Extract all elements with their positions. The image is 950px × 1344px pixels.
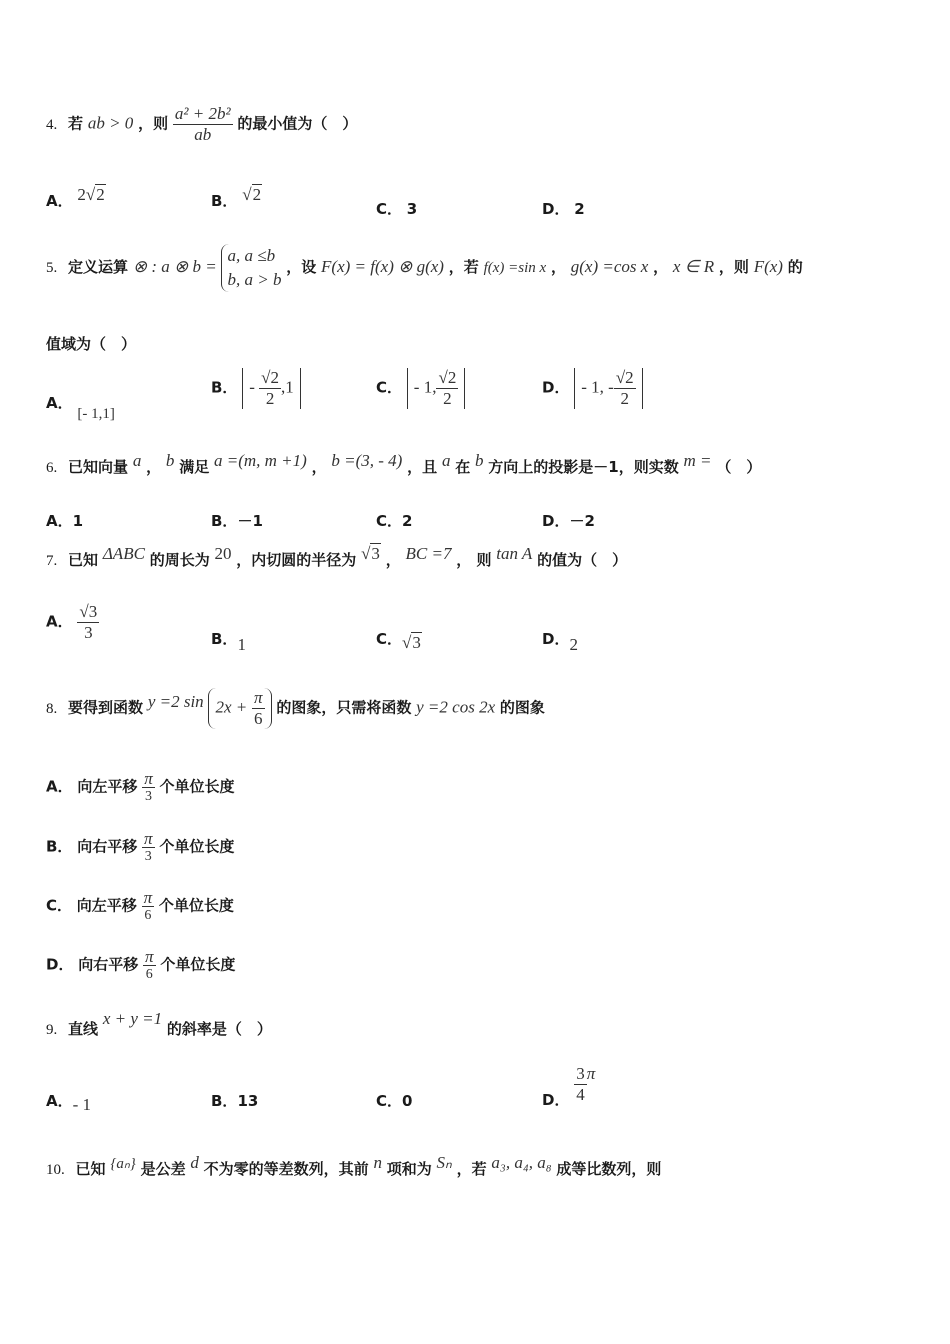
question-text: ，内切圆的半径为 bbox=[236, 551, 357, 569]
math-fraction: $\frac{√2}{2}$ bbox=[615, 368, 634, 408]
option-label: D． bbox=[46, 955, 74, 974]
math-fraction: $\frac{√2}{2}$ bbox=[438, 368, 457, 408]
question-text: 成等比数列，则 bbox=[556, 1160, 662, 1178]
question-8 bbox=[46, 688, 545, 729]
option-value: 3 bbox=[406, 200, 418, 218]
option-value: 1 bbox=[237, 635, 246, 654]
option-a[interactable] bbox=[46, 1090, 92, 1114]
option-label: A． bbox=[46, 512, 73, 530]
question-text: 值域为（ ） bbox=[46, 335, 137, 353]
question-text: 方向上的投影是－1，则实数 bbox=[488, 458, 679, 476]
option-d[interactable] bbox=[542, 198, 585, 219]
math-vector: b bbox=[165, 451, 175, 470]
question-number: 6. bbox=[46, 460, 58, 476]
interval-end: ,1 bbox=[280, 377, 294, 397]
math-expression: 2x + bbox=[215, 697, 248, 717]
interval-start: - 1, bbox=[413, 377, 437, 397]
option-label: C． bbox=[376, 200, 403, 218]
option-label: C． bbox=[376, 512, 403, 530]
option-d[interactable] bbox=[46, 948, 235, 983]
math-function: y =2 sin bbox=[147, 691, 204, 711]
math-piecewise bbox=[221, 244, 281, 292]
question-text: ，则 bbox=[138, 114, 169, 133]
fraction-denominator: 3 bbox=[84, 623, 93, 642]
option-value: －2 bbox=[569, 512, 595, 530]
math-condition: ab > 0 bbox=[87, 113, 134, 133]
math-vector-value: b =(3, - 4) bbox=[331, 451, 403, 470]
option-b[interactable] bbox=[211, 510, 263, 531]
option-label: C． bbox=[376, 378, 403, 397]
option-label: D． bbox=[542, 1090, 570, 1109]
option-label: B． bbox=[46, 837, 73, 856]
question-text: 定义运算 bbox=[68, 258, 129, 276]
radicand: 2 bbox=[270, 368, 279, 387]
option-value: [- 1,1] bbox=[77, 406, 115, 422]
question-10 bbox=[46, 1153, 662, 1179]
option-a[interactable] bbox=[46, 602, 99, 643]
fraction-numerator: π bbox=[144, 769, 153, 788]
math-fraction bbox=[143, 948, 156, 983]
math-function: f(x) =sin x bbox=[483, 260, 547, 276]
math-sqrt: √3 bbox=[361, 544, 380, 563]
fraction-numerator: π bbox=[144, 829, 153, 848]
option-text: 向右平移 bbox=[77, 837, 138, 856]
math-operator: ⊗ : a ⊗ b = bbox=[132, 257, 217, 276]
fraction-denominator: 2 bbox=[265, 389, 275, 408]
math-function: tan A bbox=[496, 544, 533, 563]
option-c[interactable] bbox=[376, 368, 465, 409]
option-label: A． bbox=[46, 394, 73, 412]
option-label: A． bbox=[46, 777, 73, 796]
option-value: - 1 bbox=[72, 1095, 92, 1114]
question-text: ，若 bbox=[448, 258, 479, 276]
math-parenthesis bbox=[208, 688, 271, 729]
option-a[interactable] bbox=[46, 392, 115, 422]
option-b[interactable] bbox=[211, 628, 246, 654]
math-terms: a₃, a₄, a₈ bbox=[491, 1153, 552, 1172]
option-d[interactable] bbox=[542, 510, 595, 531]
option-label: D． bbox=[542, 378, 570, 397]
math-fraction bbox=[142, 830, 155, 865]
radicand: 2 bbox=[447, 368, 457, 387]
option-text: 向右平移 bbox=[78, 955, 139, 974]
fraction-denominator: ab bbox=[194, 125, 212, 144]
question-number: 7. bbox=[46, 553, 58, 569]
option-value: －1 bbox=[237, 512, 263, 530]
math-fraction bbox=[252, 688, 265, 729]
option-text: 向左平移 bbox=[76, 896, 137, 915]
fraction-denominator: 6 bbox=[144, 908, 152, 923]
question-9 bbox=[46, 1009, 272, 1039]
question-text: 的最小值为（ ） bbox=[237, 114, 358, 133]
radicand: 3 bbox=[412, 633, 421, 652]
option-c[interactable] bbox=[376, 198, 417, 219]
math-triangle: ΔABC bbox=[102, 544, 145, 563]
option-label: D． bbox=[542, 512, 570, 530]
question-text: ，且 bbox=[407, 458, 438, 476]
option-value: 2 bbox=[402, 512, 413, 530]
math-fraction bbox=[173, 104, 233, 145]
option-b[interactable] bbox=[211, 368, 301, 409]
question-text: 的 bbox=[787, 258, 803, 276]
question-text: ，设 bbox=[286, 258, 317, 276]
math-function: g(x) =cos x bbox=[570, 257, 649, 276]
math-fraction: $\frac{√2}{2}$ bbox=[261, 368, 279, 408]
math-variable: Sₙ bbox=[436, 1153, 452, 1172]
option-label: C． bbox=[376, 1092, 403, 1110]
math-fraction bbox=[142, 770, 155, 805]
question-number: 5. bbox=[46, 260, 58, 276]
radicand: 2 bbox=[625, 368, 634, 387]
option-d[interactable] bbox=[542, 628, 578, 654]
option-b[interactable] bbox=[46, 830, 234, 865]
option-c[interactable] bbox=[46, 889, 234, 924]
question-text: 是公差 bbox=[140, 1160, 186, 1178]
question-number: 10. bbox=[46, 1162, 65, 1178]
separator: ， bbox=[385, 551, 401, 569]
option-label: A． bbox=[46, 1092, 73, 1110]
option-label: D． bbox=[542, 200, 570, 218]
fraction-denominator: 6 bbox=[254, 709, 263, 728]
question-text: 直线 bbox=[68, 1020, 99, 1038]
question-text: ，若 bbox=[456, 1160, 487, 1178]
option-label: C． bbox=[376, 630, 403, 648]
math-interval bbox=[407, 368, 466, 409]
separator: ， bbox=[146, 458, 162, 476]
fraction-numerator: π bbox=[145, 947, 154, 966]
option-text: 个单位长度 bbox=[159, 837, 235, 856]
question-text: 的斜率是（ ） bbox=[166, 1020, 272, 1038]
option-text: 向左平移 bbox=[77, 777, 138, 796]
question-number: 9. bbox=[46, 1022, 58, 1038]
separator: ， bbox=[311, 458, 327, 476]
fraction-numerator: 3 bbox=[576, 1064, 585, 1083]
math-interval bbox=[242, 368, 301, 409]
piecewise-case: b, a > b bbox=[227, 270, 282, 289]
math-vector-value: a =(m, m +1) bbox=[213, 451, 307, 470]
math-vector: a bbox=[132, 451, 142, 470]
minus-sign: - bbox=[249, 377, 255, 397]
math-interval bbox=[574, 368, 642, 409]
option-label: B． bbox=[211, 630, 238, 648]
math-fraction: $\frac{√3}{3}$ bbox=[79, 602, 98, 642]
question-text: 已知向量 bbox=[68, 458, 129, 476]
separator: ， bbox=[550, 258, 566, 276]
math-variable: n bbox=[373, 1153, 382, 1172]
option-label: B． bbox=[211, 378, 238, 397]
question-text: ，则 bbox=[718, 258, 749, 276]
option-value: 2 bbox=[569, 635, 578, 654]
fraction-denominator: 2 bbox=[443, 389, 452, 408]
question-text: 项和为 bbox=[386, 1160, 432, 1178]
math-sqrt: √2 bbox=[242, 185, 262, 204]
option-label: C． bbox=[46, 896, 73, 915]
math-vector: b bbox=[475, 451, 484, 470]
fraction-denominator: 3 bbox=[144, 849, 152, 864]
radicand: 3 bbox=[371, 544, 380, 563]
question-text: 的图象，只需将函数 bbox=[276, 698, 412, 717]
math-domain: x ∈ R bbox=[672, 257, 715, 276]
question-text: （ ） bbox=[716, 458, 762, 476]
question-text: 要得到函数 bbox=[68, 698, 144, 717]
question-text: 已知 bbox=[75, 1160, 106, 1178]
option-label: D． bbox=[542, 630, 570, 648]
question-number: 8. bbox=[46, 700, 58, 717]
question-7 bbox=[46, 544, 628, 570]
option-label: A． bbox=[46, 612, 73, 631]
question-5 bbox=[46, 244, 803, 292]
math-variable: d bbox=[190, 1153, 199, 1172]
option-a[interactable] bbox=[46, 510, 83, 531]
question-text: 的值为（ ） bbox=[537, 551, 628, 569]
fraction-numerator: π bbox=[254, 688, 263, 707]
math-pi: π bbox=[586, 1063, 596, 1083]
math-sqrt: √3 bbox=[402, 633, 421, 652]
math-function: y =2 cos 2x bbox=[416, 697, 496, 717]
question-text: 的周长为 bbox=[149, 551, 210, 569]
option-value: 2 bbox=[574, 200, 585, 218]
math-number: 20 bbox=[214, 544, 232, 563]
option-label: B． bbox=[211, 192, 238, 210]
option-label: B． bbox=[211, 512, 238, 530]
math-variable: m = bbox=[683, 451, 712, 470]
fraction-numerator: π bbox=[143, 888, 153, 907]
option-b[interactable] bbox=[211, 1090, 258, 1111]
question-text: 满足 bbox=[179, 458, 210, 476]
option-c[interactable] bbox=[376, 1090, 412, 1111]
question-text: 在 bbox=[455, 458, 471, 476]
math-sqrt: 2√2 bbox=[77, 185, 105, 204]
coefficient: 2 bbox=[77, 185, 86, 204]
math-fraction bbox=[142, 889, 155, 924]
option-a[interactable] bbox=[46, 770, 235, 805]
piecewise-case: a, a ≤b bbox=[227, 246, 276, 265]
math-equation: x + y =1 bbox=[102, 1009, 163, 1028]
fraction-denominator: 2 bbox=[620, 389, 629, 408]
question-6 bbox=[46, 451, 762, 477]
option-value: 13 bbox=[237, 1092, 259, 1110]
radicand: 3 bbox=[88, 602, 98, 621]
fraction-denominator: 4 bbox=[576, 1085, 585, 1104]
fraction-numerator: a² + 2b² bbox=[174, 104, 231, 123]
radicand: 2 bbox=[252, 185, 262, 204]
option-label: B． bbox=[211, 1092, 238, 1110]
math-function: F(x) bbox=[753, 257, 783, 276]
option-d[interactable] bbox=[542, 368, 643, 409]
question-text: 不为零的等差数列，其前 bbox=[203, 1160, 369, 1178]
fraction-denominator: 6 bbox=[145, 967, 153, 982]
question-text: 已知 bbox=[68, 551, 99, 569]
option-value: 1 bbox=[72, 512, 84, 530]
option-c[interactable] bbox=[376, 510, 412, 531]
option-value: 0 bbox=[402, 1092, 413, 1110]
math-function: F(x) = f(x) ⊗ g(x) bbox=[321, 257, 444, 276]
option-c[interactable] bbox=[376, 628, 422, 652]
question-text: 若 bbox=[68, 114, 84, 133]
option-d[interactable] bbox=[542, 1063, 596, 1109]
math-vector: a bbox=[441, 451, 451, 470]
option-text: 个单位长度 bbox=[159, 777, 235, 796]
option-a[interactable] bbox=[46, 185, 106, 211]
math-sequence: {aₙ} bbox=[110, 1156, 136, 1172]
option-b[interactable] bbox=[211, 185, 262, 211]
math-equation: BC =7 bbox=[405, 544, 452, 563]
question-text: 的图象 bbox=[499, 698, 545, 717]
question-number: 4. bbox=[46, 116, 58, 133]
separator: ， bbox=[653, 258, 669, 276]
option-text: 个单位长度 bbox=[158, 896, 234, 915]
question-5-line2 bbox=[46, 333, 136, 354]
fraction-denominator: 3 bbox=[144, 789, 152, 804]
interval-start: - 1, - bbox=[581, 377, 614, 397]
option-text: 个单位长度 bbox=[160, 955, 236, 974]
math-fraction bbox=[574, 1064, 587, 1105]
option-label: A． bbox=[46, 192, 73, 210]
radicand: 2 bbox=[96, 185, 105, 204]
question-text: ， 则 bbox=[456, 551, 492, 569]
question-4 bbox=[46, 104, 357, 145]
